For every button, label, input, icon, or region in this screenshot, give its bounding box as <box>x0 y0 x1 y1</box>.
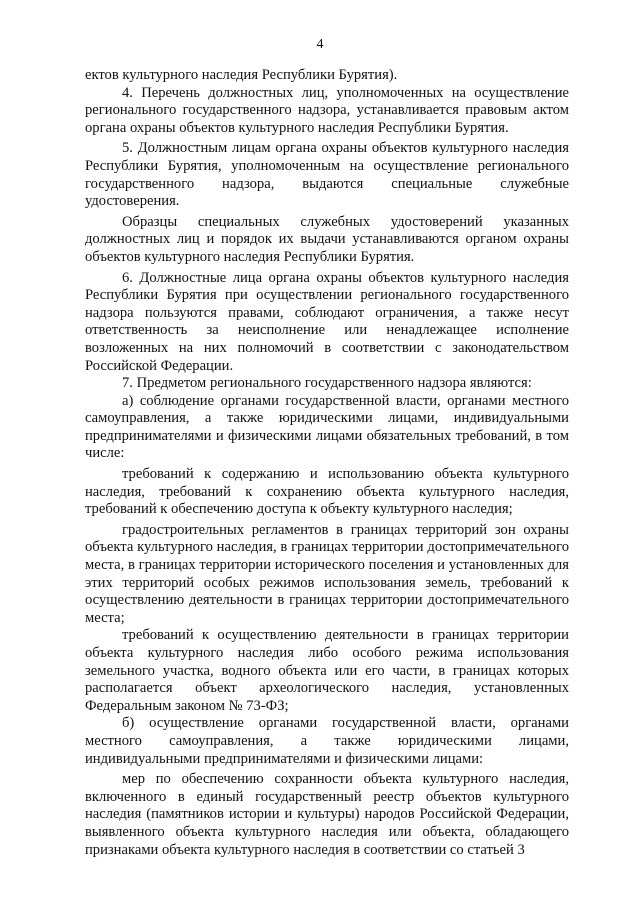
paragraph-item-5: 5. Должностным лицам органа охраны объектов культурного наследия Республики Бурятия, уполномоченным на осуществление регионального государственного надзора, выдаются специальные служебные удостоверения. <box>85 140 569 210</box>
page-number: 4 <box>316 37 324 52</box>
paragraph-activity-requirements: требований к осуществлению деятельности в границах территории объекта культурного наследия либо особого режима использования земельного участка, водного объекта или его части, в границах которых располагается объект археологического наследия, установленных Федеральным законом № 73-ФЗ; <box>85 627 569 714</box>
paragraph-certificates: Образцы специальных служебных удостоверений указанных должностных лиц и порядок их выдачи устанавливаются органом охраны объектов культурного наследия Республики Бурятия. <box>85 213 569 265</box>
document-body <box>85 67 569 859</box>
paragraph-item-7: 7. Предметом регионального государственного надзора являются: <box>122 375 532 392</box>
paragraph-urban-regulations: градостроительных регламентов в границах территорий зон охраны объекта культурного наследия, в границах территории достопримечательного места, в границах территории исторического поселения и установленных для этих территорий особых режимов использования земель, требований к осуществлению деятельности в границах территории достопримечательного места; <box>85 521 569 626</box>
paragraph-item-6: 6. Должностные лица органа охраны объектов культурного наследия Республики Бурятия при осуществлении регионального государственного надзора пользуются правами, соблюдают ограничения, а также несут ответственность за неисполнение или ненадлежащее исполнение возложенных на них полномочий в соответствии с законодательством Российской Федерации. <box>85 269 569 374</box>
paragraph-continuation: ектов культурного наследия Республики Бурятия). <box>85 67 398 83</box>
paragraph-item-4: 4. Перечень должностных лиц, уполномоченных на осуществление регионального государственного надзора, устанавливается правовым актом органа охраны объектов культурного наследия Республики Бурятия. <box>85 84 569 136</box>
paragraph-subitem-b: б) осуществление органами государственной власти, органами местного самоуправления, а также юридическими лицами, индивидуальными предпринимателями и физическими лицами: <box>85 715 569 767</box>
paragraph-requirements-content: требований к содержанию и использованию объекта культурного наследия, требований к сохранению объекта культурного наследия, требований к обеспечению доступа к объекту культурного наследия; <box>85 466 569 518</box>
paragraph-subitem-a: а) соблюдение органами государственной власти, органами местного самоуправления, а также юридическими лицами, индивидуальными предпринимателями и физическими лицами обязательных требований, в том числе: <box>85 392 569 462</box>
paragraph-preservation-measures: мер по обеспечению сохранности объекта культурного наследия, включенного в единый государственный реестр объектов культурного наследия (памятников истории и культуры) народов Российской Федерации, выявленного объекта культурного наследия или объекта, обладающего признаками объекта культурного наследия в соответствии со статьей 3 <box>85 771 569 858</box>
